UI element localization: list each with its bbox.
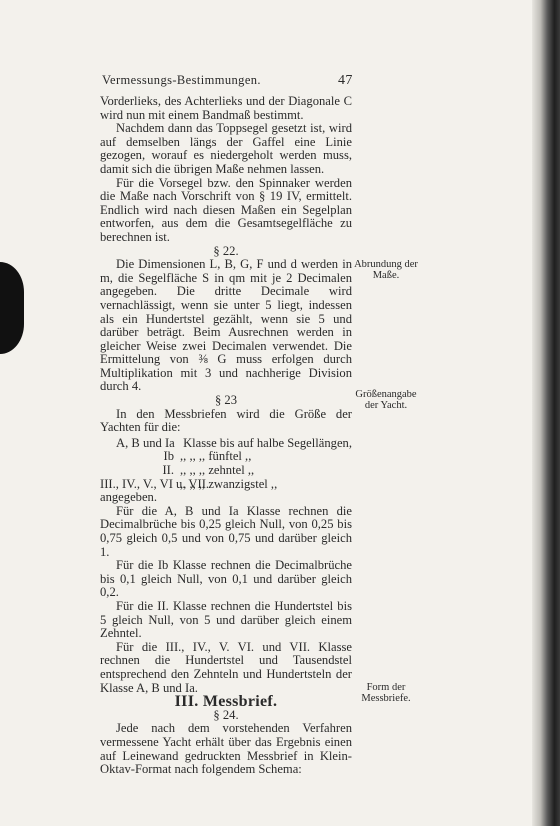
intro-paragraph-2: Nachdem dann das Toppsegel gesetzt ist, wird auf demselben längs der Gaffel eine Linie gezogen, worauf es niedergeholt werden muss, damit sich die übrigen Maße nehmen lassen. <box>100 121 352 176</box>
class-precision-table <box>100 437 352 491</box>
section-24-text: Jede nach dem vorstehenden Verfahren vermessene Yacht erhält über das Ergebnis einen auf Leinewand gedruckten Messbrief in Klein-Oktav-Format nach folgendem Schema: <box>100 721 352 777</box>
margin-note-rounding: Abrundung der Maße. <box>354 259 418 281</box>
punch-hole <box>0 262 24 354</box>
section-24-heading: § 24. <box>213 707 239 722</box>
page-number: 47 <box>338 73 353 88</box>
section-22-text: Die Dimensionen L, B, G, F und d werden in m, die Segelfläche S in qm mit je 2 Decimalen angegeben. Die dritte Decimale wird vernachlässigt, wenn sie unter 5 liegt, indessen als ein Hundertstel gezählt, wenn sie 5 und darüber beträgt. Beim Ausrechnen werden in gleicher Weise zwei Decimalen verwendet. Die Ermittelung von ⅜ G muss erfolgen durch Multiplikation mit 3 und nachherige Division durch 4. <box>100 257 352 394</box>
section-23-paragraph-3: Für die II. Klasse rechnen die Hundertstel bis 5 gleich Null, von 5 und darüber gleich einem Zehntel. <box>100 598 352 641</box>
table-row <box>100 450 352 464</box>
section-23-paragraph-2: Für die Ib Klasse rechnen die Decimalbrüche bis 0,1 gleich Null, von 0,1 und darüber gleich 0,2. <box>100 558 352 600</box>
book-spine-shadow <box>532 0 560 826</box>
class-name: III., IV., V., VI u. VII. <box>100 476 210 491</box>
margin-note-form: Form der Messbriefe. <box>361 682 411 704</box>
table-row <box>100 478 352 492</box>
class-name: A, B und Ia <box>116 435 175 450</box>
header-title: Vermessungs-Bestimmungen. <box>102 73 261 87</box>
section-23-paragraph-1: Für die A, B und Ia Klasse rechnen die Decimalbrüche bis 0,25 gleich Null, von 0,25 bis 0,75 gleich 0,5 und von 0,75 und darüber gleich 1. <box>100 503 352 559</box>
class-name: II. <box>162 463 174 478</box>
intro-paragraph-3: Für die Vorsegel bzw. den Spinnaker werden die Maße nach Vorschrift von § 19 IV, ermittelt. Endlich wird nach diesen Maßen ein Segelplan entworfen, aus dem die Gesamtsegelfläche zu berechnen ist. <box>100 175 352 244</box>
class-precision: Klasse bis auf halbe Segellängen, <box>183 435 352 450</box>
table-row <box>100 464 352 478</box>
class-precision: ,, ,, ,, zehntel ,, <box>180 463 255 478</box>
chapter-heading: III. Messbrief. <box>174 693 278 711</box>
section-23-paragraph-4: Für die III., IV., V. VI. und VII. Klasse rechnen die Hundertstel und Tausendstel entsprechend den Zehnteln und Hundertsteln der Klasse A, B und Ia. <box>100 639 352 695</box>
section-23-after-table: angegeben. <box>100 490 157 505</box>
table-row <box>100 437 352 451</box>
class-precision: ,, ,, ,, fünftel ,, <box>180 449 252 464</box>
page-body <box>100 95 352 777</box>
margin-note-size: Größenangabe der Yacht. <box>355 389 417 411</box>
class-precision: ,, ,, ,, zwanzigstel ,, <box>180 476 278 491</box>
class-name: Ib <box>163 449 174 464</box>
section-22-heading: § 22. <box>213 243 239 258</box>
section-23-intro: In den Messbriefen wird die Größe der Yachten für die: <box>100 406 352 435</box>
section-23-heading: § 23 <box>214 393 238 408</box>
intro-paragraph-1: Vorderlieks, des Achterlieks und der Diagonale C wird nun mit einem Bandmaß bestimmt. <box>100 94 352 122</box>
